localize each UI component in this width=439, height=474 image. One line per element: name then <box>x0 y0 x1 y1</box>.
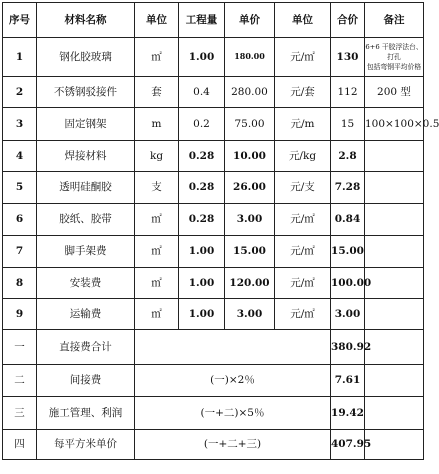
row-price: 3.00 <box>225 204 275 236</box>
row-no: 4 <box>3 141 37 172</box>
row-total: 130 <box>331 38 365 77</box>
row-unit: kg <box>135 141 179 172</box>
row-unit: ㎡ <box>135 299 179 330</box>
table-row <box>3 268 424 299</box>
row-qty: 1.00 <box>179 299 225 330</box>
row-price-unit: 元/㎡ <box>275 204 331 236</box>
summary-formula: (一+二)×5％ <box>135 397 331 430</box>
row-total: 2.8 <box>331 141 365 172</box>
row-price-unit: 元/支 <box>275 172 331 204</box>
row-total: 0.84 <box>331 204 365 236</box>
cost-table <box>2 2 439 460</box>
note-line: 6+6 干胶浮法台、 打孔 <box>365 42 423 61</box>
header-total: 合价 <box>331 3 365 38</box>
row-no: 6 <box>3 204 37 236</box>
row-price-unit: 元/㎡ <box>275 268 331 299</box>
row-price-unit: 元/kg <box>275 141 331 172</box>
row-note: 200 型 <box>365 77 424 108</box>
row-qty: 0.4 <box>179 77 225 108</box>
summary-note <box>365 430 424 460</box>
row-unit: m <box>135 108 179 141</box>
header-name: 材料名称 <box>37 3 135 38</box>
row-no: 7 <box>3 236 37 268</box>
row-qty: 1.00 <box>179 236 225 268</box>
row-price-unit: 元/㎡ <box>275 299 331 330</box>
row-price: 26.00 <box>225 172 275 204</box>
header-unit: 单位 <box>135 3 179 38</box>
header-price: 单价 <box>225 3 275 38</box>
summary-note <box>365 365 424 397</box>
summary-name: 直接费合计 <box>37 330 135 365</box>
row-price: 15.00 <box>225 236 275 268</box>
summary-row <box>3 365 424 397</box>
table-row <box>3 299 424 330</box>
row-total: 100.00 <box>331 268 365 299</box>
header-qty: 工程量 <box>179 3 225 38</box>
row-total: 15 <box>331 108 365 141</box>
row-total: 7.28 <box>331 172 365 204</box>
table-row <box>3 236 424 268</box>
row-name: 胶纸、胶带 <box>37 204 135 236</box>
row-price: 3.00 <box>225 299 275 330</box>
summary-formula <box>135 330 331 365</box>
row-no: 8 <box>3 268 37 299</box>
summary-no: 四 <box>3 430 37 460</box>
header-price-unit: 单位 <box>275 3 331 38</box>
row-price-unit: 元/套 <box>275 77 331 108</box>
header-no: 序号 <box>3 3 37 38</box>
row-total: 112 <box>331 77 365 108</box>
note-line: 包括弯钢平均价格 <box>366 63 422 72</box>
row-unit: ㎡ <box>135 38 179 77</box>
row-unit: 套 <box>135 77 179 108</box>
table-row <box>3 77 424 108</box>
row-no: 2 <box>3 77 37 108</box>
table-row <box>3 172 424 204</box>
row-name: 安装费 <box>37 268 135 299</box>
row-price-unit: 元/㎡ <box>275 38 331 77</box>
row-price: 120.00 <box>225 268 275 299</box>
table-row <box>3 204 424 236</box>
summary-no: 二 <box>3 365 37 397</box>
row-price: 280.00 <box>225 77 275 108</box>
summary-formula: (一)×2％ <box>135 365 331 397</box>
row-price: 180.00 <box>225 38 275 77</box>
summary-total: 7.61 <box>331 365 365 397</box>
summary-row <box>3 430 424 460</box>
summary-total: 407.95 <box>331 430 365 460</box>
row-no: 3 <box>3 108 37 141</box>
summary-name: 间接费 <box>37 365 135 397</box>
row-price-unit: 元/㎡ <box>275 236 331 268</box>
row-name: 钢化胶玻璃 <box>37 38 135 77</box>
row-name: 不锈钢驳接件 <box>37 77 135 108</box>
header-row <box>3 3 424 38</box>
summary-row <box>3 397 424 430</box>
summary-no: 一 <box>3 330 37 365</box>
row-note <box>365 141 424 172</box>
row-no: 1 <box>3 38 37 77</box>
summary-name: 每平方米单价 <box>37 430 135 460</box>
row-no: 5 <box>3 172 37 204</box>
table-row <box>3 108 424 141</box>
row-no: 9 <box>3 299 37 330</box>
row-name: 运输费 <box>37 299 135 330</box>
row-qty: 0.28 <box>179 141 225 172</box>
summary-total: 380.92 <box>331 330 365 365</box>
row-note <box>365 204 424 236</box>
row-note <box>365 299 424 330</box>
row-price-unit: 元/m <box>275 108 331 141</box>
row-note <box>365 38 424 77</box>
row-note <box>365 172 424 204</box>
row-note: 100×100×0.5 <box>365 108 424 141</box>
summary-total: 19.42 <box>331 397 365 430</box>
row-name: 透明硅酮胶 <box>37 172 135 204</box>
row-unit: ㎡ <box>135 204 179 236</box>
summary-name: 施工管理、利润 <box>37 397 135 430</box>
row-note <box>365 268 424 299</box>
header-note: 备注 <box>365 3 424 38</box>
summary-note <box>365 330 424 365</box>
row-qty: 1.00 <box>179 38 225 77</box>
row-total: 3.00 <box>331 299 365 330</box>
table-row <box>3 38 424 77</box>
row-name: 脚手架费 <box>37 236 135 268</box>
row-qty: 0.2 <box>179 108 225 141</box>
table-row <box>3 141 424 172</box>
cost-table-sheet <box>2 2 439 460</box>
row-total: 15.00 <box>331 236 365 268</box>
row-price: 10.00 <box>225 141 275 172</box>
row-unit: ㎡ <box>135 268 179 299</box>
row-unit: 支 <box>135 172 179 204</box>
row-qty: 0.28 <box>179 172 225 204</box>
row-name: 固定钢架 <box>37 108 135 141</box>
summary-no: 三 <box>3 397 37 430</box>
row-unit: ㎡ <box>135 236 179 268</box>
row-qty: 1.00 <box>179 268 225 299</box>
summary-row <box>3 330 424 365</box>
row-qty: 0.28 <box>179 204 225 236</box>
row-price: 75.00 <box>225 108 275 141</box>
summary-formula: (一+二+三) <box>135 430 331 460</box>
row-name: 焊接材料 <box>37 141 135 172</box>
row-note <box>365 236 424 268</box>
summary-note <box>365 397 424 430</box>
